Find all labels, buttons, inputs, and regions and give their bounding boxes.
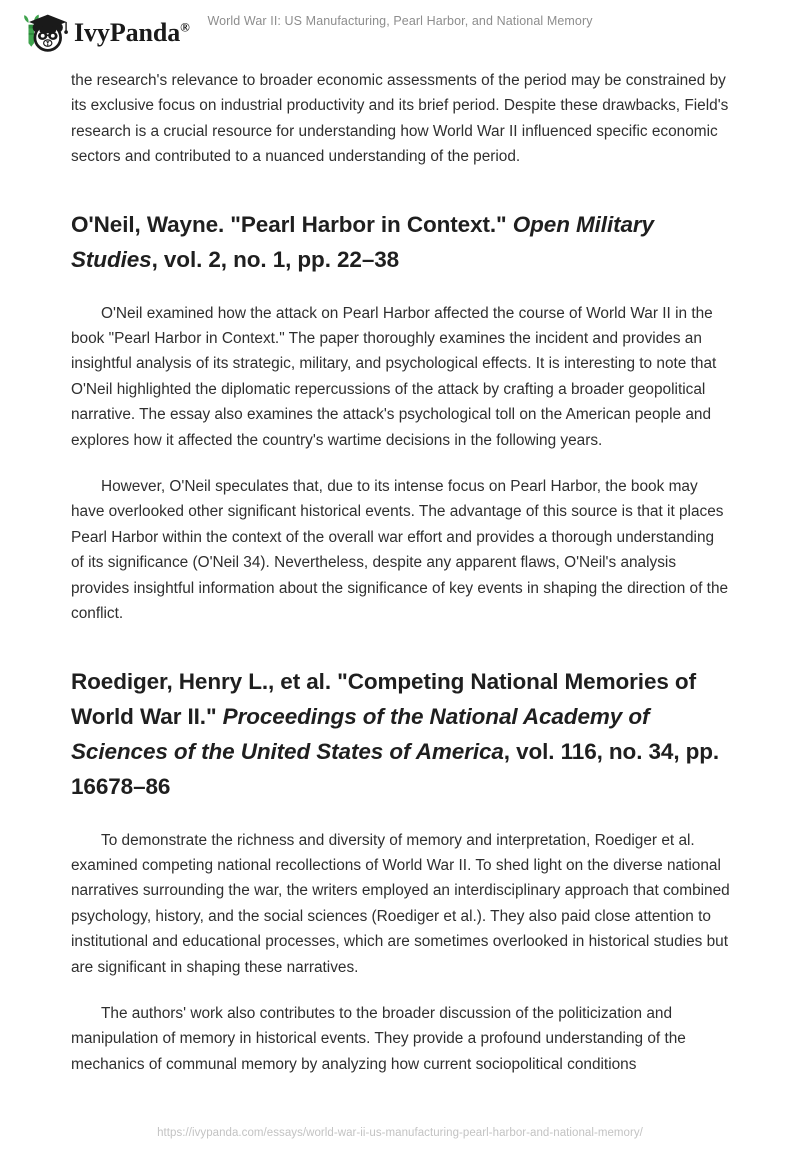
paragraph-roediger-summary: To demonstrate the richness and diversity of memory and interpretation, Roediger et al. examined competing national recollections of World War II. To shed light on the diverse national narratives surrounding the war, the writers employed an interdisciplinary approach that combined psychology, history, and the social sciences (Roediger et al.). They also paid close attention to institutional and educational processes, which are sometimes overlooked in historical studies but are significant in shaping these narratives. xyxy=(71,831,730,976)
document-title: World War II: US Manufacturing, Pearl Harbor, and National Memory xyxy=(207,14,593,28)
spacer xyxy=(71,170,731,207)
heading-lead-text: Roediger, Henry L., et al. "Competing National Memories of World War II." xyxy=(71,668,696,729)
spacer xyxy=(71,804,731,828)
heading-tail-text: , vol. 116, no. 34, pp. 16678–86 xyxy=(71,738,720,799)
journal-title: Proceedings of the National Academy of Sciences of the United States of America xyxy=(71,703,650,764)
spacer xyxy=(71,277,731,301)
paragraph-oneil-summary: O'Neil examined how the attack on Pearl Harbor affected the course of World War II in the book "Pearl Harbor in Context." The paper thoroughly examines the incident and provides an insightful analysis of its strategic, military, and psychological effects. It is interesting to note that O'Neil highlighted the diplomatic repercussions of the attack by crafting a broader geopolitical narrative. The essay also examines the attack's psychological toll on the American people and explores how it affected the country's wartime decisions in the following years. xyxy=(71,304,717,449)
journal-title: Open Military Studies xyxy=(71,211,654,272)
spacer xyxy=(71,627,731,664)
reference-heading-oneil xyxy=(71,207,731,277)
heading-tail-text: , vol. 2, no. 1, pp. 22–38 xyxy=(151,246,400,272)
brand-name: IvyPanda® xyxy=(74,18,190,47)
source-url[interactable]: https://ivypanda.com/essays/world-war-ii-us-manufacturing-pearl-harbor-and-national-memory/ xyxy=(157,1127,643,1139)
paragraph-roediger-analysis: The authors' work also contributes to the broader discussion of the politicization and manipulation of memory in historical events. They provide a profound understanding of the mechanics of communal memory by analyzing how current sociopolitical conditions xyxy=(71,1004,686,1073)
heading-lead-text: O'Neil, Wayne. "Pearl Harbor in Context." xyxy=(71,211,513,237)
paragraph-oneil-critique: However, O'Neil speculates that, due to its intense focus on Pearl Harbor, the book may have overlooked other significant historical events. The advantage of this source is that it places Pearl Harbor within the context of the overall war effort and provides a thorough understanding of its significance (O'Neil 34). Nevertheless, despite any apparent flaws, O'Neil's analysis provides insightful information about the significance of key events in shaping the direction of the conflict. xyxy=(71,478,729,623)
document-content xyxy=(71,68,731,1077)
page-footer xyxy=(0,1123,800,1141)
reference-heading-roediger xyxy=(71,664,731,804)
paragraph-continued: the research's relevance to broader economic assessments of the period may be constrained by its exclusive focus on industrial productivity and its brief period. Despite these drawbacks, Field's research is a crucial resource for understanding how World War II influenced specific economic sectors and contributed to a nuanced understanding of the period. xyxy=(71,72,729,166)
page-header xyxy=(0,0,800,62)
registered-mark: ® xyxy=(180,19,190,35)
